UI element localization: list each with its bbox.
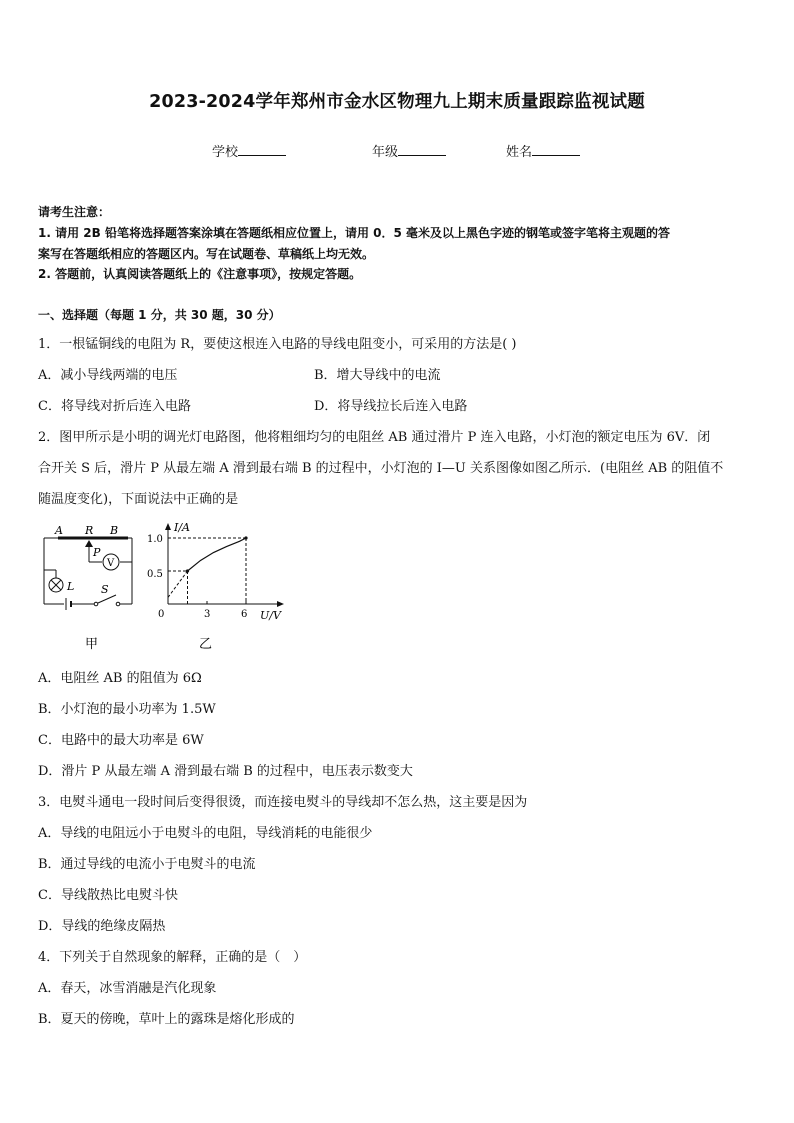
name-label: 姓名 xyxy=(506,145,533,160)
y-axis-arrow xyxy=(165,523,171,530)
x-tick-0: 0 xyxy=(158,609,165,620)
name-field xyxy=(506,141,580,160)
iu-curve xyxy=(188,538,247,571)
q1-option-b: B．增大导线中的电流 xyxy=(314,368,441,383)
y-axis-label: I/A xyxy=(174,521,190,534)
label-p: P xyxy=(93,546,101,559)
switch-pivot xyxy=(94,602,98,606)
q1-option-c: C．将导线对折后连入电路 xyxy=(38,399,191,414)
q3-option-b: B．通过导线的电流小于电熨斗的电流 xyxy=(38,857,256,872)
notice-line-1a: 1. 请用 2B 铅笔将选择题答案涂填在答题纸相应位置上，请用 0．5 毫米及以上黑色字迹的钢笔或签字笔将主观题的答 xyxy=(38,226,670,240)
y-tick-05: 0.5 xyxy=(147,569,163,580)
grade-blank xyxy=(398,144,446,156)
caption-yi: 乙 xyxy=(199,637,213,652)
label-b: B xyxy=(110,524,119,537)
slider-arrow xyxy=(85,540,93,547)
q2-option-c: C．电路中的最大功率是 6W xyxy=(38,733,204,748)
y-tick-1: 1.0 xyxy=(147,534,163,545)
school-label: 学校 xyxy=(212,145,239,160)
q4-stem: 4．下列关于自然现象的解释，正确的是（ ） xyxy=(38,950,307,965)
q1-option-d: D．将导线拉长后连入电路 xyxy=(314,399,468,414)
curve-end-point xyxy=(244,536,247,539)
q2-option-b: B．小灯泡的最小功率为 1.5W xyxy=(38,702,216,717)
q2-option-d: D．滑片 P 从最左端 A 滑到最右端 B 的过程中，电压表示数变大 xyxy=(38,764,413,779)
q2-stem-line-1: 2．图甲所示是小明的调光灯电路图，他将粗细均匀的电阻丝 AB 通过滑片 P 连入电路，小灯泡的额定电压为 6V．闭 xyxy=(38,430,711,445)
q3-option-c: C．导线散热比电熨斗快 xyxy=(38,888,178,903)
iu-graph xyxy=(140,518,290,656)
notice-heading: 请考生注意： xyxy=(38,205,111,219)
x-tick-6: 6 xyxy=(241,609,248,620)
switch-blade xyxy=(98,595,116,603)
exam-title: 2023-2024学年郑州市金水区物理九上期末质量跟踪监视试题 xyxy=(149,92,645,112)
x-tick-3: 3 xyxy=(204,609,211,620)
q3-option-d: D．导线的绝缘皮隔热 xyxy=(38,919,166,934)
q3-stem: 3．电熨斗通电一段时间后变得很烫，而连接电熨斗的导线却不怎么热，这主要是因为 xyxy=(38,795,528,810)
x-axis-label: U/V xyxy=(260,609,281,622)
grade-field xyxy=(372,141,446,160)
switch-contact xyxy=(116,602,120,606)
label-s: S xyxy=(101,583,109,596)
curve-extension xyxy=(168,571,188,597)
q4-option-a: A．春天，冰雪消融是汽化现象 xyxy=(38,981,217,996)
name-blank xyxy=(532,144,580,156)
school-blank xyxy=(238,144,286,156)
label-a: A xyxy=(55,524,63,537)
q2-stem-line-3: 随温度变化)，下面说法中正确的是 xyxy=(38,492,239,507)
notice-line-1b: 案写在答题纸相应的答题区内。写在试题卷、草稿纸上均无效。 xyxy=(38,247,375,261)
school-field xyxy=(212,141,286,160)
caption-jia: 甲 xyxy=(85,637,99,652)
notice-line-2: 2. 答题前，认真阅读答题纸上的《注意事项》，按规定答题。 xyxy=(38,267,362,281)
grade-label: 年级 xyxy=(372,145,399,160)
q2-option-a: A．电阻丝 AB 的阻值为 6Ω xyxy=(38,671,202,686)
x-axis-arrow xyxy=(277,601,284,607)
q1-stem: 1．一根锰铜线的电阻为 R，要使这根连入电路的导线电阻变小，可采用的方法是( ) xyxy=(38,337,517,352)
label-r: R xyxy=(85,524,94,537)
section-heading: 一、选择题（每题 1 分，共 30 题，30 分） xyxy=(38,308,281,322)
curve-start-point xyxy=(186,569,189,572)
q1-option-a: A．减小导线两端的电压 xyxy=(38,368,178,383)
circuit-diagram xyxy=(38,520,138,655)
label-l: L xyxy=(67,580,75,593)
q2-stem-line-2: 合开关 S 后，滑片 P 从最左端 A 滑到最右端 B 的过程中，小灯泡的 I—U 关系图像如图乙所示．(电阻丝 AB 的阻值不 xyxy=(38,461,724,476)
q4-option-b: B．夏天的傍晚，草叶上的露珠是熔化形成的 xyxy=(38,1012,295,1027)
label-v: V xyxy=(107,558,115,569)
q3-option-a: A．导线的电阻远小于电熨斗的电阻，导线消耗的电能很少 xyxy=(38,826,373,841)
